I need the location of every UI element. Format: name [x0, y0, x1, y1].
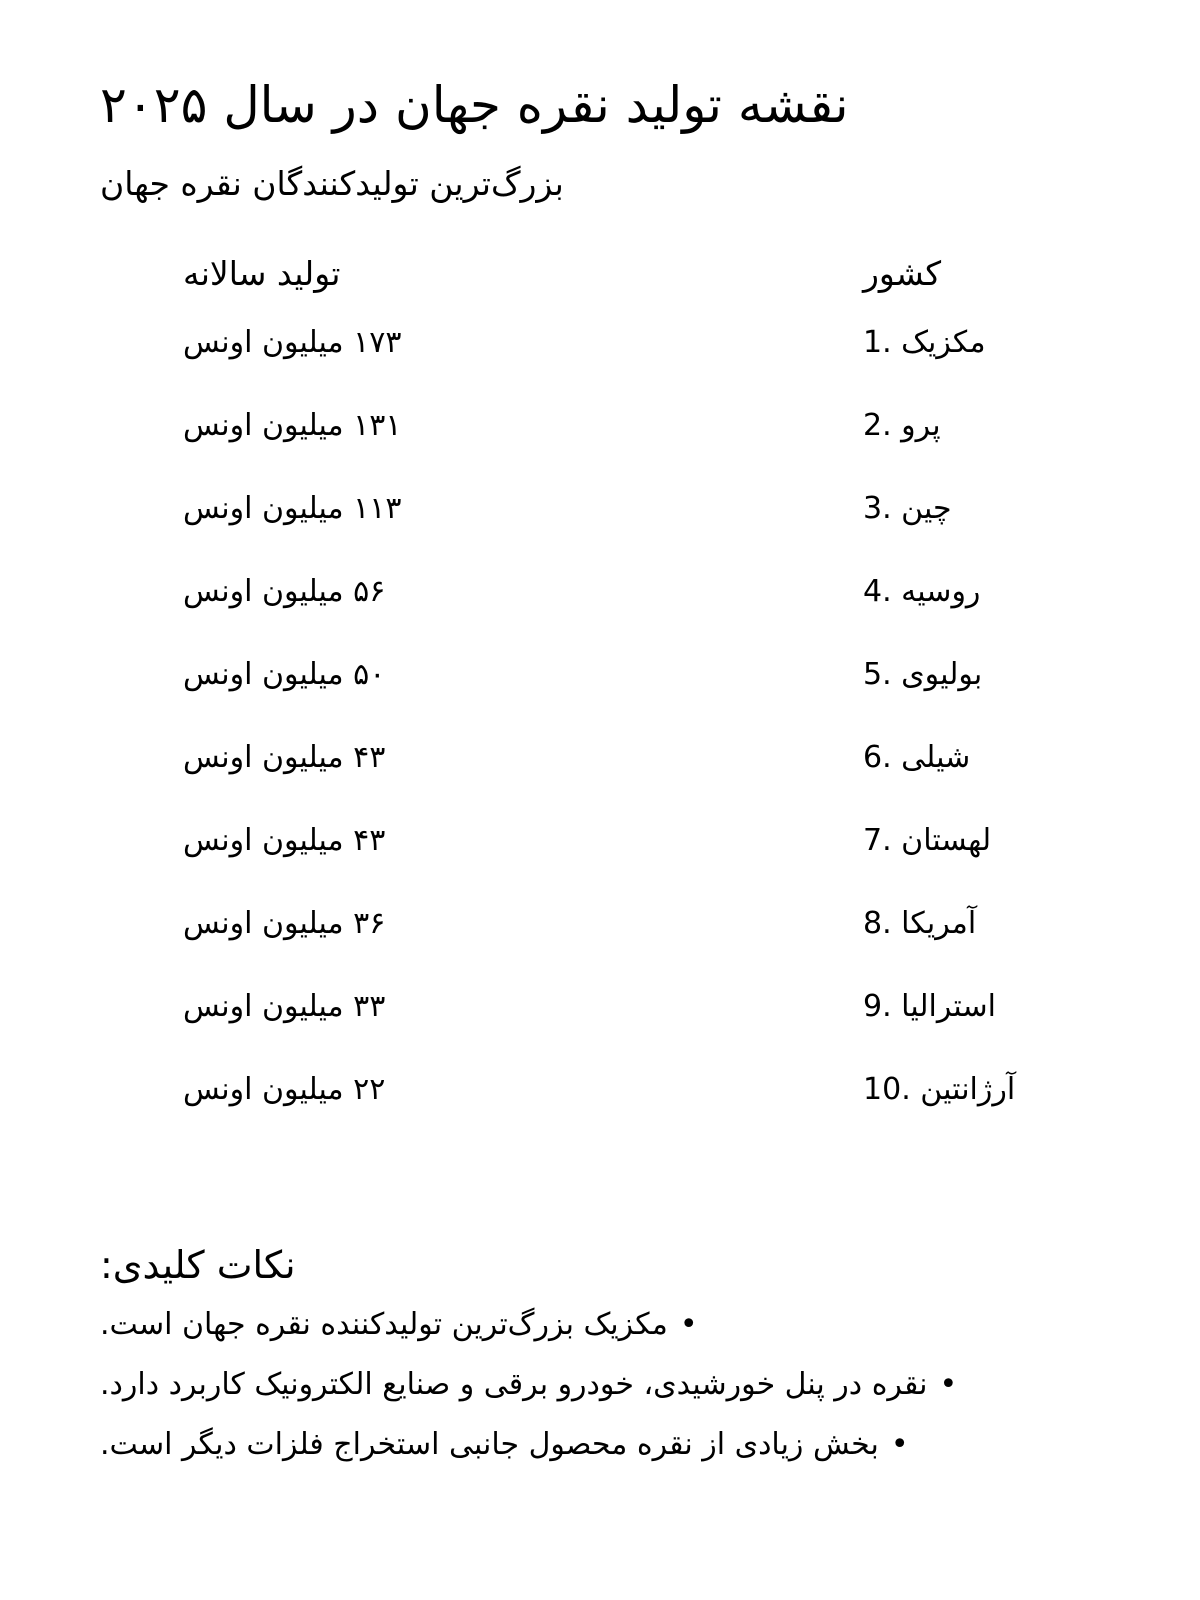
production-cell: ۲۲ میلیون اونس	[183, 1072, 386, 1107]
country-name: شیلی	[901, 740, 971, 775]
table-row	[0, 655, 1200, 695]
country-cell: 8. آمریکا	[863, 906, 977, 941]
rank-number: 1	[863, 325, 883, 360]
country-name: آرژانتین	[920, 1072, 1016, 1107]
rank-number: 8	[863, 906, 883, 941]
production-cell: ۳۶ میلیون اونس	[183, 906, 386, 941]
production-cell: ۴۳ میلیون اونس	[183, 823, 386, 858]
column-header-country: کشور	[863, 254, 942, 293]
rank-number: 2	[863, 408, 883, 443]
table-row	[0, 821, 1200, 861]
page-title: نقشه تولید نقره جهان در سال ۲۰۲۵	[100, 76, 849, 134]
country-name: پرو	[901, 408, 941, 443]
production-cell: ۱۱۳ میلیون اونس	[183, 491, 402, 526]
table-row	[0, 489, 1200, 529]
rank-number: 5	[863, 657, 883, 692]
note-text: نقره در پنل خورشیدی، خودرو برقی و صنایع الکترونیک کاربرد دارد.	[100, 1367, 928, 1402]
country-cell: 9. استرالیا	[863, 989, 996, 1024]
country-cell: 6. شیلی	[863, 740, 971, 775]
bullet-icon: •	[939, 1367, 958, 1402]
rank-number: 7	[863, 823, 883, 858]
country-cell: 1. مکزیک	[863, 325, 986, 360]
rank-number: 4	[863, 574, 883, 609]
bullet-icon: •	[679, 1307, 698, 1342]
table-row	[0, 406, 1200, 446]
country-name: لهستان	[901, 823, 992, 858]
note-text: مکزیک بزرگ‌ترین تولیدکننده نقره جهان است.	[100, 1307, 668, 1342]
page-subtitle: بزرگ‌ترین تولیدکنندگان نقره جهان	[100, 164, 564, 203]
table-row	[0, 572, 1200, 612]
table-row	[0, 1070, 1200, 1110]
rank-number: 6	[863, 740, 883, 775]
rank-number: 10	[863, 1072, 902, 1107]
rank-number: 3	[863, 491, 883, 526]
note-item	[100, 1425, 909, 1465]
production-cell: ۵۰ میلیون اونس	[183, 657, 386, 692]
production-cell: ۴۳ میلیون اونس	[183, 740, 386, 775]
table-row	[0, 904, 1200, 944]
column-header-production: تولید سالانه	[183, 254, 341, 293]
country-name: مکزیک	[901, 325, 986, 360]
country-cell: 7. لهستان	[863, 823, 992, 858]
bullet-icon: •	[890, 1427, 909, 1462]
production-cell: ۵۶ میلیون اونس	[183, 574, 386, 609]
country-cell: 5. بولیوی	[863, 657, 983, 692]
note-text: بخش زیادی از نقره محصول جانبی استخراج فلزات دیگر است.	[100, 1427, 879, 1462]
country-name: روسیه	[901, 574, 981, 609]
country-cell: 2. پرو	[863, 408, 941, 443]
country-name: آمریکا	[901, 906, 977, 941]
notes-heading: نکات کلیدی:	[100, 1243, 296, 1287]
table-row	[0, 323, 1200, 363]
rank-number: 9	[863, 989, 883, 1024]
table-row	[0, 987, 1200, 1027]
country-name: بولیوی	[901, 657, 983, 692]
country-name: چین	[901, 491, 952, 526]
note-item	[100, 1305, 698, 1345]
table-row	[0, 738, 1200, 778]
country-name: استرالیا	[901, 989, 996, 1024]
production-cell: ۱۳۱ میلیون اونس	[183, 408, 402, 443]
country-cell: 4. روسیه	[863, 574, 981, 609]
country-cell: 3. چین	[863, 491, 952, 526]
country-cell: 10. آرژانتین	[863, 1072, 1016, 1107]
production-cell: ۳۳ میلیون اونس	[183, 989, 386, 1024]
production-cell: ۱۷۳ میلیون اونس	[183, 325, 402, 360]
note-item	[100, 1365, 957, 1405]
